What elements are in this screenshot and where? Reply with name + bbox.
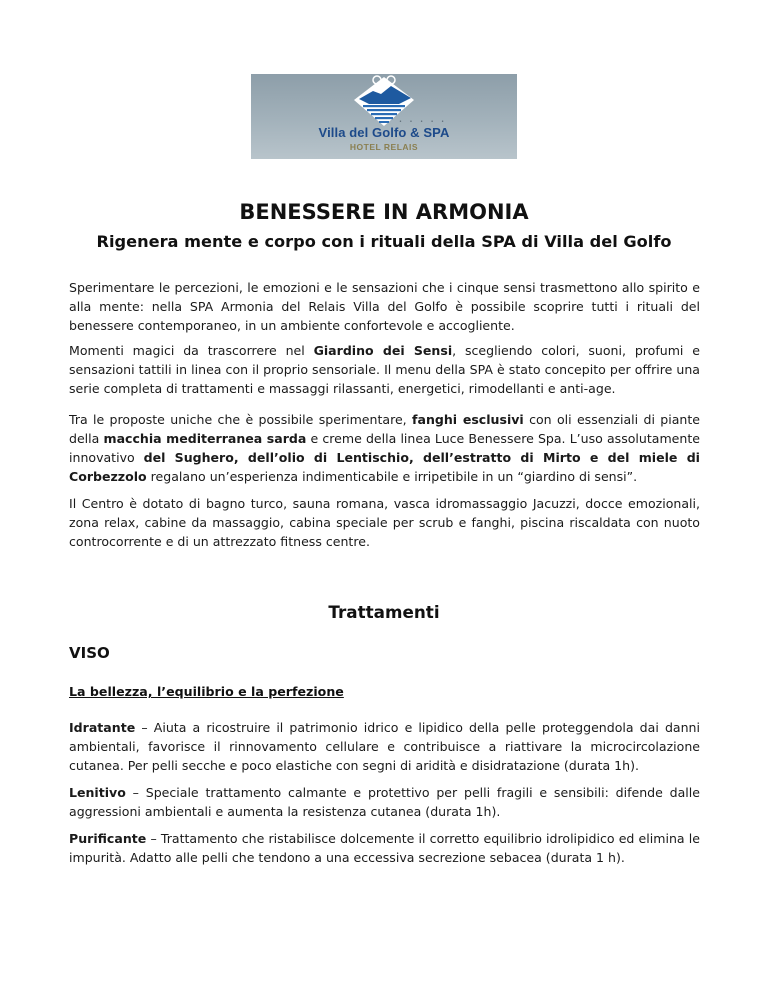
text-span: , scegliendo colori, suoni, profumi e sensazioni tattili in linea con il proprio sensoriale. Il menu della SPA è stato concepito per offrire una serie completa di trattamenti e massaggi rilassanti, energetici, rimodellanti e anti-age. <box>69 343 700 396</box>
bold-span: fanghi esclusivi <box>412 412 524 427</box>
section-heading-viso: VISO <box>69 644 110 662</box>
intro-paragraph-4: Il Centro è dotato di bagno turco, sauna romana, vasca idromassaggio Jacuzzi, docce emozionali, zona relax, cabine da massaggio, cabina speciale per scrub e fanghi, piscina riscaldata con nuoto controcorrente e di un attrezzato fitness centre. <box>69 496 700 549</box>
treatment-description: – Trattamento che ristabilisce dolcemente il corretto equilibrio idrolipidico ed elimina le impurità. Adatto alle pelli che tendono a una eccessiva secrezione sebacea (durata 1 h). <box>69 831 700 865</box>
treatments-heading: Trattamenti <box>328 602 440 622</box>
logo-stars: • • • • • <box>399 119 448 125</box>
treatment-item <box>69 829 700 867</box>
section-tagline: La bellezza, l’equilibrio e la perfezione <box>69 684 344 699</box>
intro-paragraph-1: Sperimentare le percezioni, le emozioni e le sensazioni che i cinque sensi trasmettono allo spirito e alla mente: nella SPA Armonia del Relais Villa del Golfo è possibile scoprire tutti i rituali del benessere contemporaneo, in un ambiente confortevole e accogliente. <box>69 280 700 333</box>
page-subtitle: Rigenera mente e corpo con i rituali della SPA di Villa del Golfo <box>96 232 672 251</box>
logo-subtitle: HOTEL RELAIS <box>349 142 419 152</box>
page-title: BENESSERE IN ARMONIA <box>239 200 529 224</box>
treatment-name: Purificante <box>69 831 147 846</box>
treatment-description: – Aiuta a ricostruire il patrimonio idrico e lipidico della pelle proteggendola dai danni ambientali, favorisce il rinnovamento cellulare e contribuisce a riattivare la microcircolazione cutanea. Per pelli secche e poco elastiche con segni di aridità e disidratazione (durata 1h). <box>69 720 700 773</box>
treatment-item <box>69 718 700 775</box>
intro-paragraph-3 <box>69 410 700 486</box>
treatment-name: Lenitivo <box>69 785 126 800</box>
bold-span: macchia mediterranea sarda <box>103 431 307 446</box>
treatment-name: Idratante <box>69 720 136 735</box>
bold-span: del Sughero, dell’olio di Lentischio, dell’estratto di Mirto e del miele di Corbezzolo <box>69 450 700 484</box>
bold-span: Giardino dei Sensi <box>313 343 453 358</box>
text-span: regalano un’esperienza indimenticabile e irripetibile in un “giardino di sensi”. <box>146 469 638 484</box>
text-span: con oli essenziali di piante della <box>69 412 701 446</box>
hotel-logo <box>251 74 517 159</box>
text-span: Momenti magici da trascorrere nel <box>69 343 314 358</box>
text-span: Tra le proposte uniche che è possibile sperimentare, <box>69 412 413 427</box>
treatment-item <box>69 783 700 821</box>
treatment-description: – Speciale trattamento calmante e protettivo per pelli fragili e sensibili: difende dalle aggressioni ambientali e aumenta la resistenza cutanea (durata 1h). <box>69 785 700 819</box>
intro-paragraph-2 <box>69 341 700 398</box>
text-span: e creme della linea Luce Benessere Spa. L’uso assolutamente innovativo <box>69 431 700 465</box>
logo-brand-text: Villa del Golfo & SPA <box>318 125 450 140</box>
